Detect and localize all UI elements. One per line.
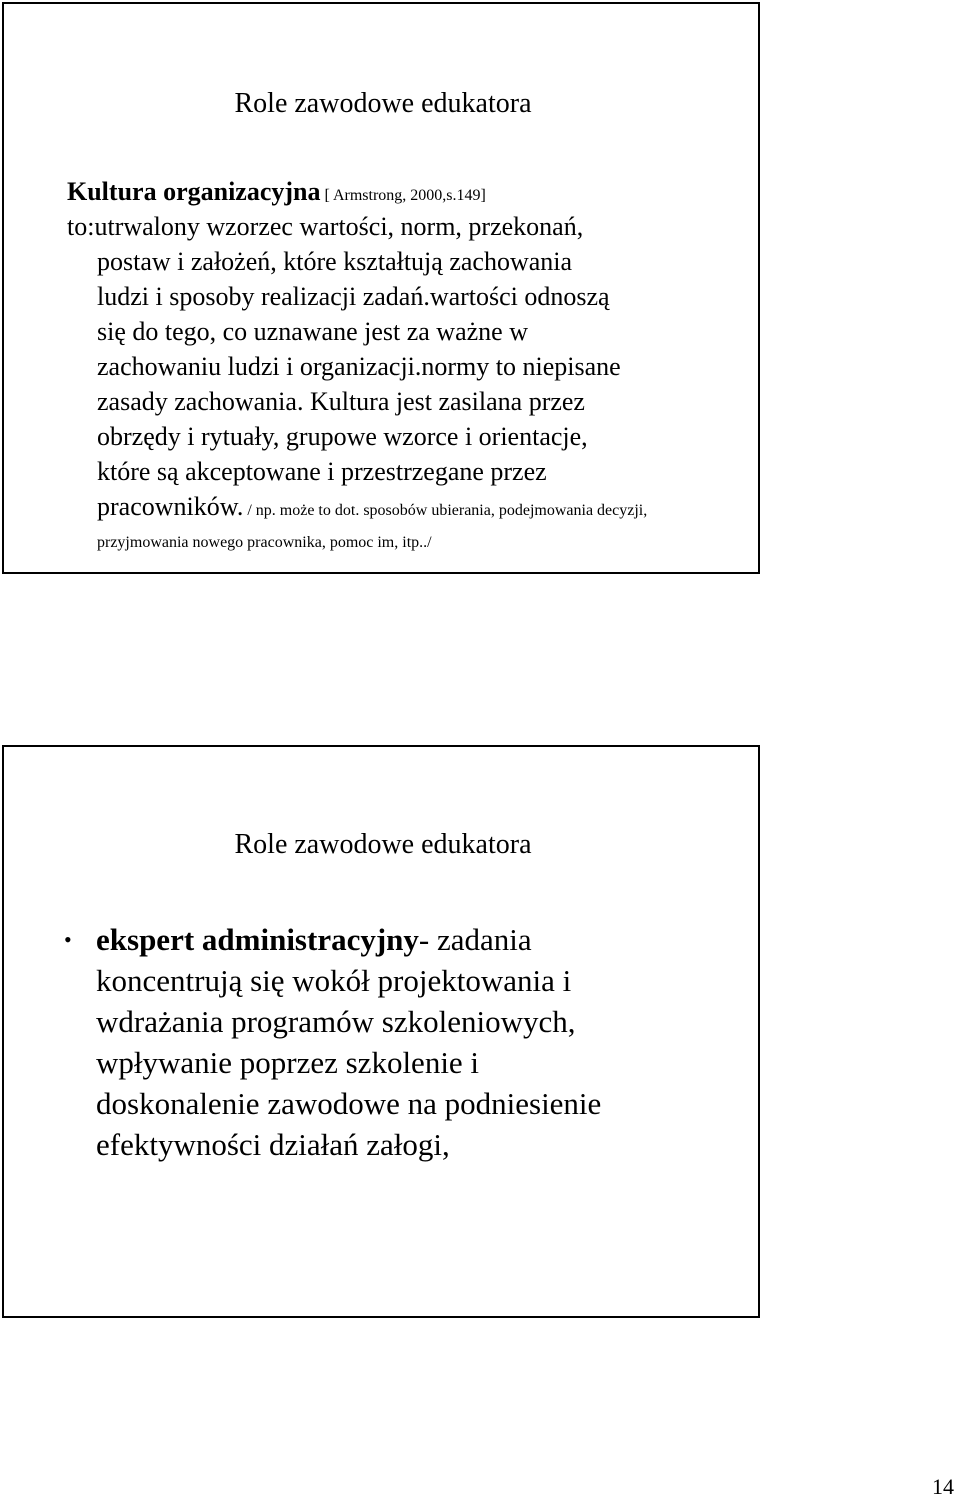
slide-2-line-6: efektywności działań załogi, [96, 1127, 450, 1162]
slide-1-line-4: się do tego, co uznawane jest za ważne w [97, 317, 528, 346]
slide-1-title: Role zawodowe edukatora [234, 88, 532, 119]
slide-1-line-1: to:utrwalony wzorzec wartości, norm, przekonań, [67, 212, 584, 241]
slide-1-line-7: obrzędy i rytuały, grupowe wzorce i orientacje, [97, 422, 588, 451]
bullet-icon: • [64, 927, 72, 952]
slide-2-bullet-first-rest: - zadania [418, 922, 532, 957]
slide-1-last-word: pracowników. [97, 492, 244, 521]
slide-2-bullet-strong: ekspert administracyjny [96, 922, 419, 957]
slide-1-line-8: które są akceptowane i przestrzegane przez [97, 457, 547, 486]
slide-2-line-4: wpływanie poprzez szkolenie i [96, 1045, 480, 1080]
slide-1-line-3: ludzi i sposoby realizacji zadań.wartości odnoszą [97, 282, 610, 311]
slide-1-note: / np. może to dot. sposobów ubierania, podejmowania decyzji, [243, 502, 648, 519]
slide-1-heading-line [67, 174, 747, 209]
slide-1-line-2: postaw i założeń, które kształtują zachowania [97, 247, 573, 276]
slide-2-line-2: koncentrują się wokół projektowania i [96, 963, 572, 998]
slide-1-line-5: zachowaniu ludzi i organizacji.normy to niepisane [97, 352, 621, 381]
slide-1-body [67, 174, 747, 554]
slide-1-citation: [ Armstrong, 2000,s.149] [320, 187, 486, 204]
slide-2-line-5: doskonalenie zawodowe na podniesienie [96, 1086, 602, 1121]
slide-2-title: Role zawodowe edukatora [234, 829, 532, 860]
slide-2-bullet-item [64, 919, 744, 1165]
slide-2-bullet-text [64, 919, 744, 1165]
slide-2-line-1 [96, 919, 744, 960]
page-number: 14 [932, 1474, 954, 1499]
slide-1-final-note: przyjmowania nowego pracownika, pomoc im, itp../ [97, 534, 432, 551]
slide-2 [2, 745, 760, 1318]
slide-1-line-9 [67, 489, 747, 524]
slide-1-line-6: zasady zachowania. Kultura jest zasilana przez [97, 387, 585, 416]
slide-1-heading: Kultura organizacyjna [67, 177, 321, 206]
slide-1 [2, 2, 760, 574]
slide-2-line-3: wdrażania programów szkoleniowych, [96, 1004, 576, 1039]
slide-1-line-10 [67, 524, 747, 554]
